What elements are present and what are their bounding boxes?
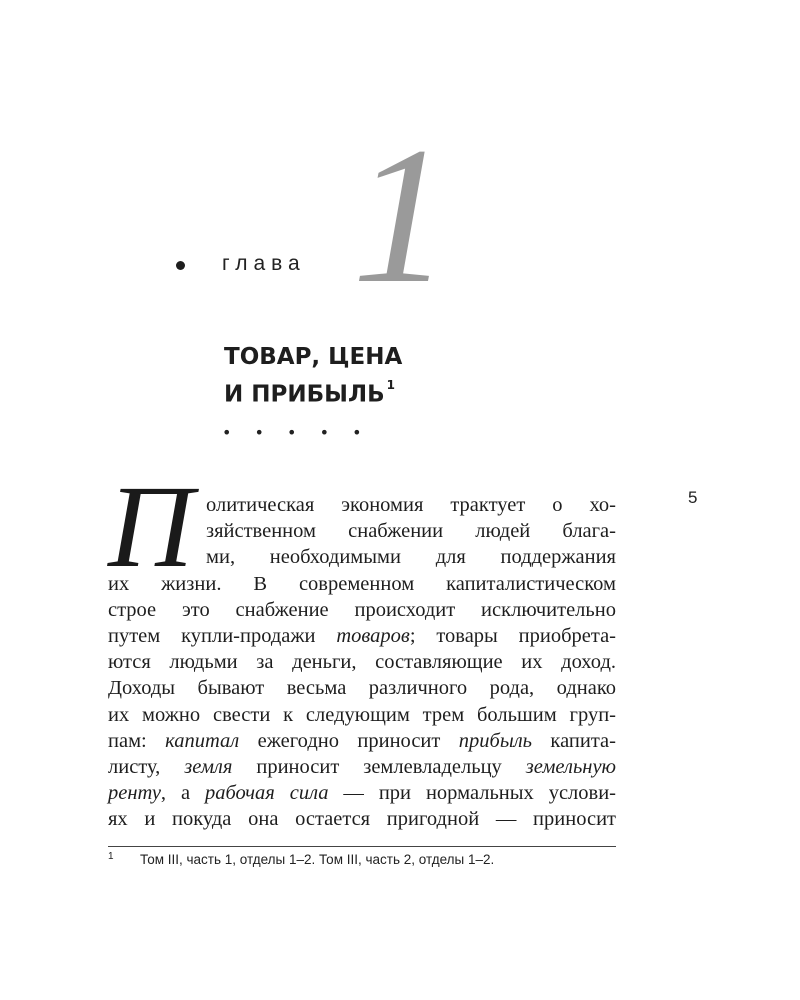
- body-text-run: ми, необходимыми для поддержания: [206, 546, 616, 569]
- body-text-run: пам:: [108, 729, 166, 752]
- body-line: [108, 702, 616, 728]
- chapter-title: [224, 341, 402, 411]
- body-text-run: путем купли-продажи: [108, 625, 337, 647]
- body-line: [206, 544, 616, 570]
- body-text-run: приносит землевладельцу: [232, 756, 526, 778]
- body-line: [108, 597, 616, 623]
- body-text-run: олитическая экономия трактует о хо-: [206, 494, 616, 516]
- footnote-reference: 1: [386, 378, 395, 392]
- chapter-number: 1: [352, 107, 450, 324]
- body-text-run: их жизни. В современном капиталистическом: [108, 572, 616, 595]
- body-text-run: их можно свести к следующим трем большим груп-: [108, 703, 616, 726]
- body-line: [108, 780, 616, 806]
- body-text-run: листу,: [108, 756, 185, 778]
- emphasized-term: рабочая сила: [204, 782, 329, 805]
- footnote-text: Том III, часть 1, отделы 1–2. Том III, часть 2, отделы 1–2.: [140, 852, 495, 867]
- body-line: [108, 649, 616, 675]
- body-line: [108, 675, 616, 701]
- body-text-run: — при нормальных услови-: [328, 782, 617, 805]
- drop-cap: П: [108, 461, 194, 592]
- emphasized-term: прибыль: [458, 729, 532, 752]
- page-number: 5: [688, 488, 698, 507]
- body-text-run: зяйственном снабжении людей блага-: [206, 520, 616, 543]
- emphasized-term: земля: [184, 756, 233, 778]
- emphasized-term: капитал: [165, 729, 240, 752]
- emphasized-term: ренту: [108, 782, 161, 805]
- section-divider-dots: • • • • •: [222, 423, 371, 442]
- body-text-run: , а: [160, 782, 205, 805]
- body-text-run: ях и покуда она остается пригодной — приносит: [108, 808, 616, 831]
- chapter-label: глава: [222, 252, 306, 275]
- body-line: [206, 492, 616, 518]
- body-text-run: ; товары приобрета-: [409, 625, 616, 647]
- chapter-title-line-1: ТОВАР, ЦЕНА: [224, 344, 403, 370]
- body-line: [206, 518, 616, 544]
- chapter-bullet: [176, 261, 185, 270]
- body-line: [108, 754, 616, 780]
- body-line: [108, 806, 616, 832]
- body-text-run: строе это снабжение происходит исключительно: [108, 598, 616, 621]
- body-line: [108, 571, 616, 597]
- body-text-run: капита-: [532, 729, 616, 752]
- emphasized-term: товаров: [336, 625, 410, 647]
- footnote-rule: [108, 846, 616, 847]
- emphasized-term: земельную: [525, 756, 616, 778]
- body-text-run: ежегодно приносит: [239, 729, 459, 752]
- body-line: [108, 623, 616, 649]
- chapter-title-line-2: [224, 373, 402, 411]
- body-text-run: ются людьми за деньги, составляющие их доход.: [108, 651, 616, 674]
- chapter-title-line-2-text: И ПРИБЫЛЬ: [224, 381, 385, 408]
- body-line: [108, 728, 616, 754]
- body-text-run: Доходы бывают весьма различного рода, однако: [108, 677, 616, 700]
- footnote-mark: 1: [108, 851, 114, 862]
